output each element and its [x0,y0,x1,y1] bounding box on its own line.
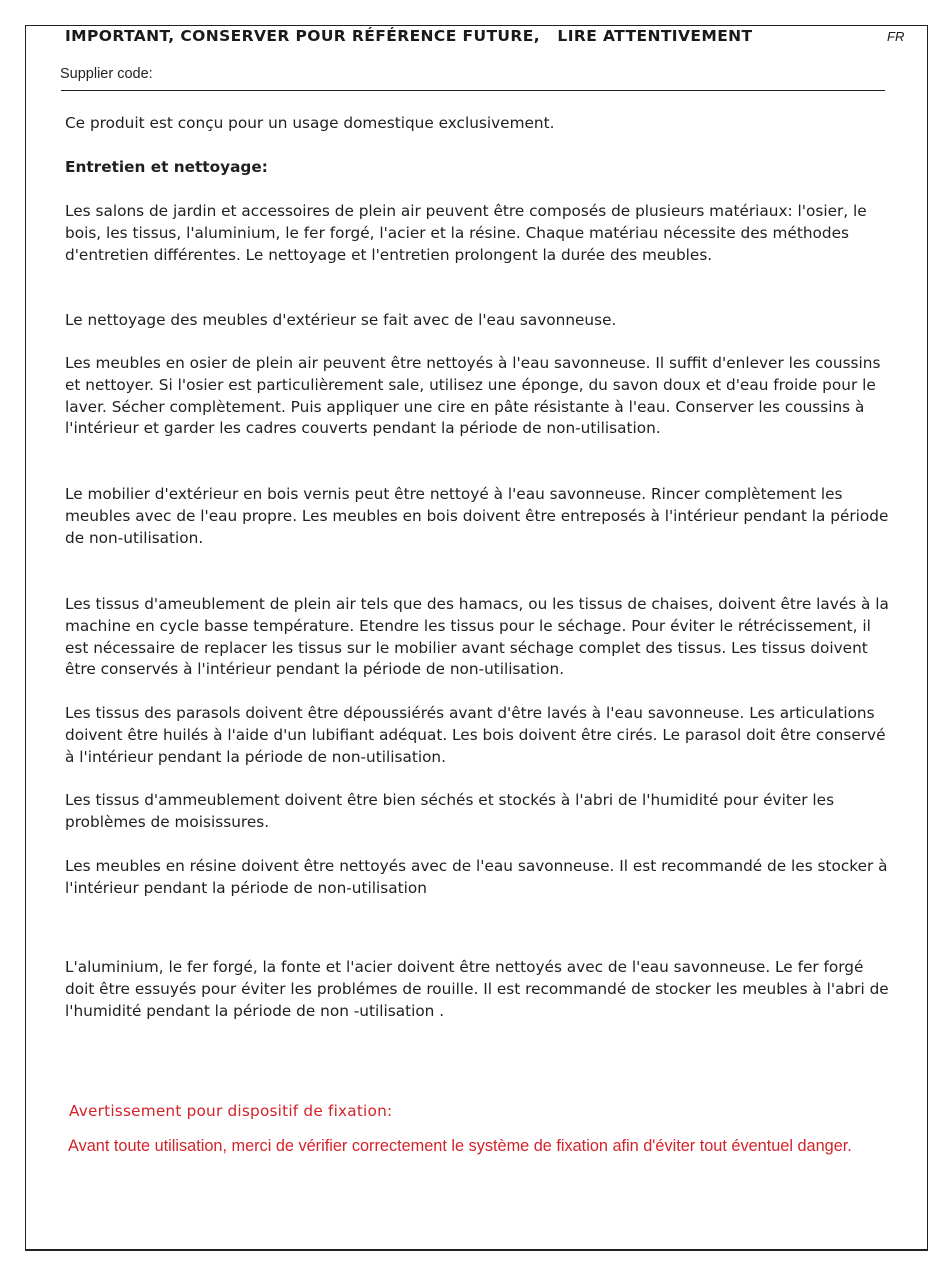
supplier-code-label: Supplier code: [60,66,153,82]
paragraph-wicker: Les meubles en osier de plein air peuvent être nettoyés à l'eau savonneuse. Il suffit d'enlever les coussins et nettoyer. Si l'osier est particulièrement sale, utilisez une éponge, du savon doux et d'eau froide pour le laver. Sécher complètement. Puis appliquer une cire en pâte résistante à l'eau. Conserver les coussins à l'intérieur et garder les cadres couverts pendant la période de non-utilisation. [65,354,881,438]
warning-text: Avant toute utilisation, merci de vérifier correctement le système de fixation afin d'éviter tout éventuel danger. [68,1137,852,1155]
warning-title: Avertissement pour dispositif de fixation: [69,1102,393,1120]
paragraph-parasols: Les tissus des parasols doivent être dépoussiérés avant d'être lavés à l'eau savonneuse. Les articulations doivent être huilés à l'aide d'un lubifiant adéquat. Les bois doivent être cirés. Le parasol doit être conservé à l'intérieur pendant la période de non-utilisation. [65,704,886,766]
language-code: FR [887,29,905,44]
header-divider [61,90,885,91]
paragraph-upholstery: Les tissus d'ammeublement doivent être bien séchés et stockés à l'abri de l'humidité pour éviter les problèmes de moisissures. [65,791,835,831]
paragraph-resin: Les meubles en résine doivent être nettoyés avec de l'eau savonneuse. Il est recommandé de les stocker à l'intérieur pendant la période de non-utilisation [65,857,888,897]
section-heading: Entretien et nettoyage: [65,158,268,176]
intro-paragraph: Ce produit est conçu pour un usage domestique exclusivement. [65,114,555,132]
paragraph-fabrics: Les tissus d'ameublement de plein air tels que des hamacs, ou les tissus de chaises, doivent être lavés à la machine en cycle basse température. Etendre les tissus pour le séchage. Pour éviter le rétrécissement, il est nécessaire de replacer les tissus sur le mobilier avant séchage complet des tissus. Les tissus doivent être conservés à l'intérieur pendant la période de non-utilisation. [65,595,889,679]
paragraph-materials: Les salons de jardin et accessoires de plein air peuvent être composés de plusieurs matériaux: l'osier, le bois, les tissus, l'aluminium, le fer forgé, l'acier et la résine. Chaque matériau nécessite des méthodes d'entretien différentes. Le nettoyage et l'entretien prolongent la durée des meubles. [65,202,867,264]
paragraph-metal: L'aluminium, le fer forgé, la fonte et l'acier doivent être nettoyés avec de l'eau savonneuse. Le fer forgé doit être essuyés pour éviter les problémes de rouille. Il est recommandé de stocker les meubles à l'abri de l'humidité pendant la période de non -utilisation . [65,958,889,1020]
page-title: IMPORTANT, CONSERVER POUR RÉFÉRENCE FUTURE, LIRE ATTENTIVEMENT [65,27,753,45]
paragraph-cleaning: Le nettoyage des meubles d'extérieur se fait avec de l'eau savonneuse. [65,311,617,329]
paragraph-wood: Le mobilier d'extérieur en bois vernis peut être nettoyé à l'eau savonneuse. Rincer complètement les meubles avec de l'eau propre. Les meubles en bois doivent être entreposés à l'intérieur pendant la période de non-utilisation. [65,485,889,547]
